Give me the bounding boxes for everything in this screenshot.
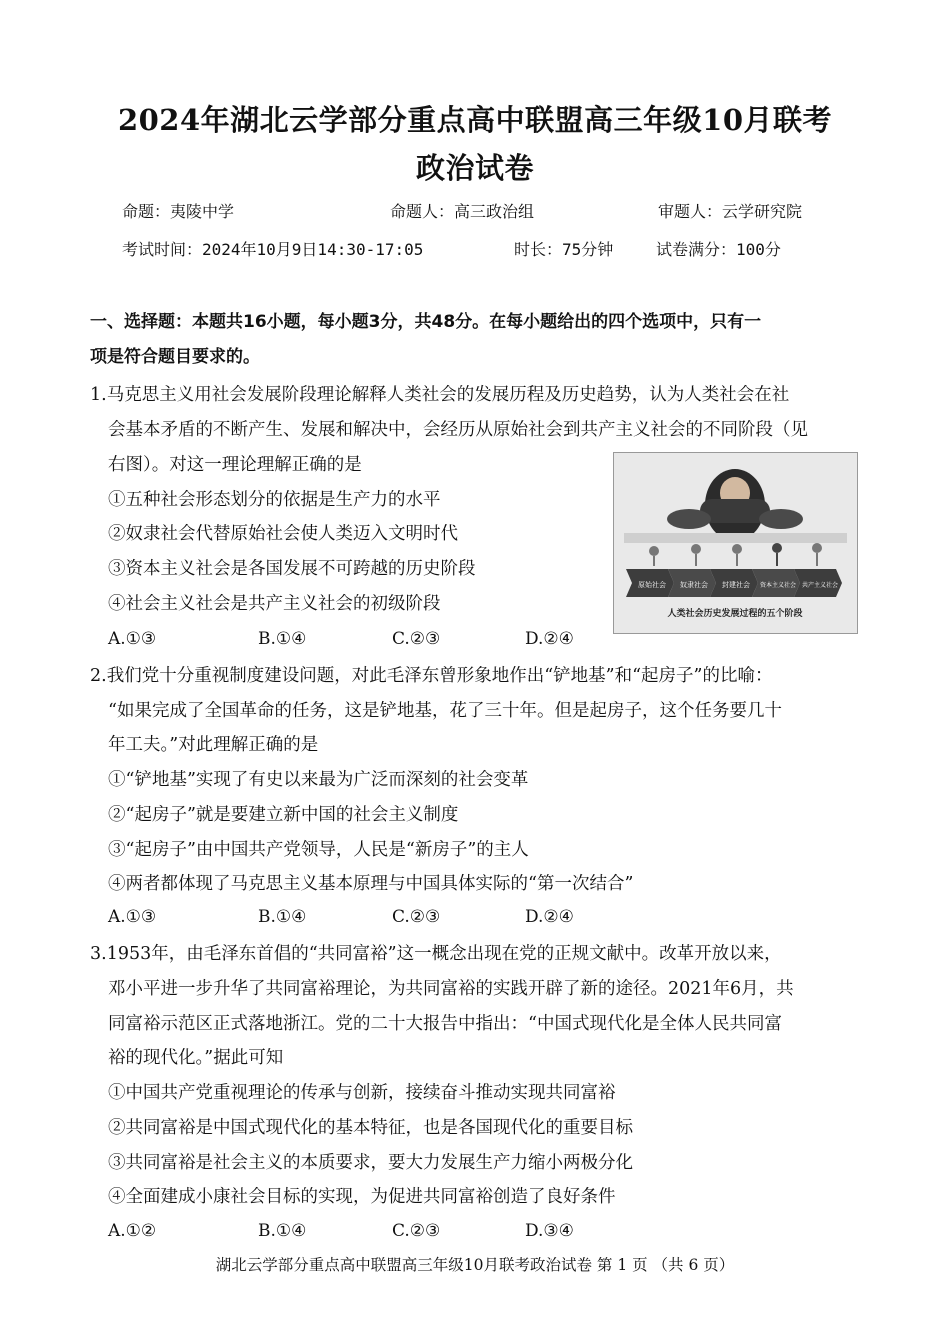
q2-option-b[interactable]: B.①④ (258, 907, 307, 927)
q1-statement: ④社会主义社会是共产主义社会的初级阶段 (108, 594, 441, 614)
q2-statement: ④两者都体现了马克思主义基本原理与中国具体实际的“第一次结合” (108, 874, 634, 894)
q3-stem: 3.1953年，由毛泽东首倡的“共同富裕”这一概念出现在党的正规文献中。改革开放以来， (90, 944, 782, 964)
q1-statement: ③资本主义社会是各国发展不可跨越的历史阶段 (108, 559, 476, 579)
social-stages-figure (613, 452, 858, 634)
exam-subject: 政治试卷 (415, 151, 534, 185)
section-heading (90, 305, 870, 375)
q1-stem: 1.马克思主义用社会发展阶段理论解释人类社会的发展历程及历史趋势，认为人类社会在社 (90, 385, 790, 405)
q2-option-d[interactable]: D.②④ (525, 907, 574, 927)
q1-option-b[interactable]: B.①④ (258, 629, 307, 649)
q3-stem: 邓小平进一步升华了共同富裕理论，为共同富裕的实践开辟了新的途径。2021年6月，共 (108, 979, 794, 999)
page-footer: 湖北云学部分重点高中联盟高三年级10月联考政治试卷 第 1 页 （共 6 页） (215, 1256, 735, 1274)
q2-statement: ③“起房子”由中国共产党领导，人民是“新房子”的主人 (108, 840, 529, 860)
q3-statement: ④全面建成小康社会目标的实现，为促进共同富裕创造了良好条件 (108, 1187, 616, 1207)
section-heading-line: 项是符合题目要求的。 (90, 347, 260, 367)
exam-setter: 命题：夷陵中学 (122, 202, 235, 221)
q1-option-c[interactable]: C.②③ (392, 629, 441, 649)
stage-label: 资本主义社会 (759, 582, 797, 589)
q1-stem: 会基本矛盾的不断产生、发展和解决中，会经历从原始社会到共产主义社会的不同阶段（见 (108, 420, 808, 440)
exam-duration: 时长：75分钟 (514, 240, 614, 259)
exam-full-score: 试卷满分：100分 (656, 240, 781, 259)
q2-statement: ②“起房子”就是要建立新中国的社会主义制度 (108, 805, 459, 825)
exam-setter-person: 命题人：高三政治组 (390, 202, 535, 221)
section-heading-line: 一、选择题：本题共16小题，每小题3分，共48分。在每小题给出的四个选项中，只有一 (90, 312, 762, 332)
q1-option-a[interactable]: A.①③ (108, 629, 157, 649)
q2-stem: 2.我们党十分重视制度建设问题，对此毛泽东曾形象地作出“铲地基”和“起房子”的比喻： (90, 666, 773, 686)
q2-stem: 年工夫。”对此理解正确的是 (108, 735, 319, 755)
q3-option-a[interactable]: A.①② (108, 1221, 157, 1241)
stage-label: 原始社会 (638, 581, 666, 589)
q2-option-a[interactable]: A.①③ (108, 907, 157, 927)
q3-stem: 裕的现代化。”据此可知 (108, 1048, 284, 1068)
q3-option-c[interactable]: C.②③ (392, 1221, 441, 1241)
figure-caption: 人类社会历史发展过程的五个阶段 (667, 609, 803, 619)
stage-label: 奴隶社会 (680, 581, 708, 589)
exam-time: 考试时间：2024年10月9日14:30-17:05 (122, 240, 424, 259)
q2-stem: “如果完成了全国革命的任务，这是铲地基，花了三十年。但是起房子，这个任务要几十 (108, 701, 782, 721)
q1-option-d[interactable]: D.②④ (525, 629, 574, 649)
stage-label: 封建社会 (722, 581, 750, 589)
q2-statement: ①“铲地基”实现了有史以来最为广泛而深刻的社会变革 (108, 770, 529, 790)
exam-reviewer: 审题人：云学研究院 (658, 202, 803, 221)
q1-stem: 右图）。对这一理论理解正确的是 (108, 455, 362, 475)
q2-option-c[interactable]: C.②③ (392, 907, 441, 927)
q3-option-d[interactable]: D.③④ (525, 1221, 574, 1241)
q3-stem: 同富裕示范区正式落地浙江。党的二十大报告中指出：“中国式现代化是全体人民共同富 (108, 1014, 782, 1034)
stage-arrows (626, 569, 842, 597)
q1-statement: ②奴隶社会代替原始社会使人类迈入文明时代 (108, 524, 458, 544)
q3-option-b[interactable]: B.①④ (258, 1221, 307, 1241)
exam-title: 2024年湖北云学部分重点高中联盟高三年级10月联考 (117, 103, 833, 137)
q3-statement: ③共同富裕是社会主义的本质要求，要大力发展生产力缩小两极分化 (108, 1153, 633, 1173)
stage-label: 共产主义社会 (801, 582, 839, 589)
q1-statement: ①五种社会形态划分的依据是生产力的水平 (108, 490, 441, 510)
q3-statement: ②共同富裕是中国式现代化的基本特征，也是各国现代化的重要目标 (108, 1118, 633, 1138)
q3-statement: ①中国共产党重视理论的传承与创新，接续奋斗推动实现共同富裕 (108, 1083, 616, 1103)
